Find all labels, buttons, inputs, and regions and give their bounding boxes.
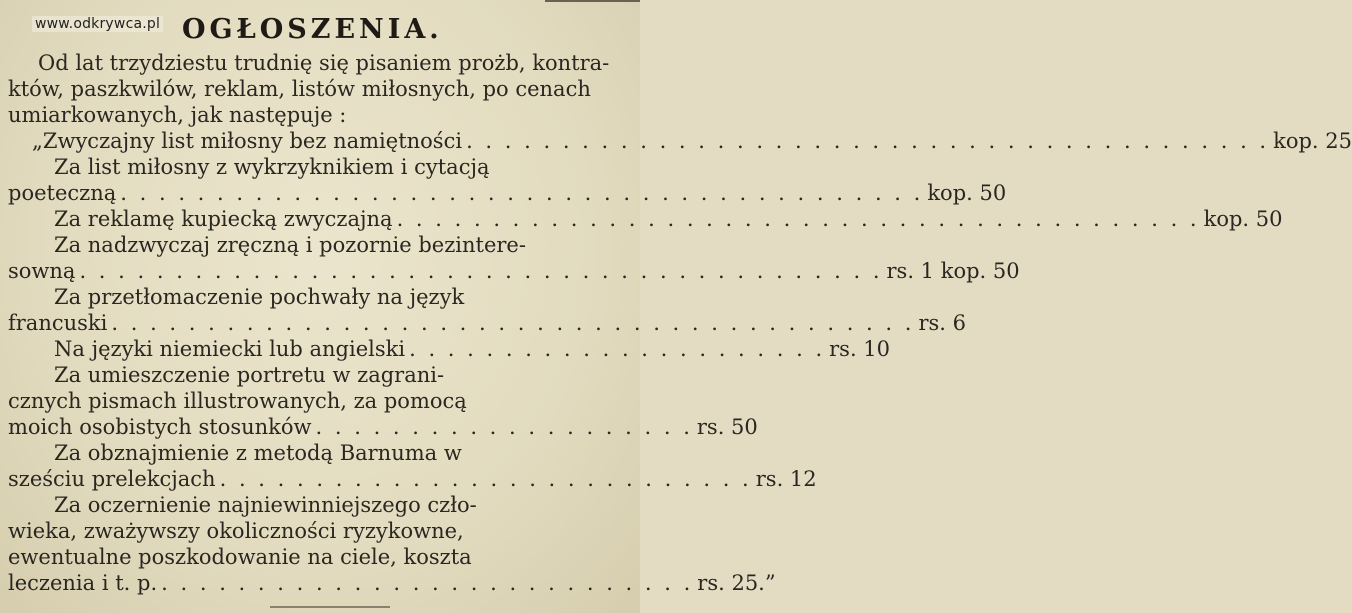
item-4-label: sowną (8, 259, 76, 283)
price-item-5: francuski . . . . . . . . . . . . . . . . . . . . . . . . . . . . . . . . . . . . . . . . . . rs. 6 (8, 311, 966, 335)
price-item-2: poeteczną . . . . . . . . . . . . . . . . . . . . . . . . . . . . . . . . . . . . . . . . . . kop. 50 (8, 181, 1007, 205)
item-9-label: leczenia i t. p. (8, 571, 158, 595)
item-1-label: „Zwyczajny list miłosny bez namiętności (32, 129, 463, 153)
item-9-price: rs. 25.” (697, 571, 776, 595)
item-1-price: kop. 25 (1273, 129, 1352, 153)
page-title: OGŁOSZENIA. (182, 14, 443, 45)
item-4-line-1: Za nadzwyczaj zręczną i pozornie bezintere- (54, 233, 526, 257)
item-8-label: sześciu prelekcjach (8, 467, 216, 491)
price-item-9: leczenia i t. p. . . . . . . . . . . . . . . . . . . . . . . . . . . . . rs. 25.” (8, 571, 776, 595)
item-9-line-3: ewentualne poszkodowanie na ciele, koszta (8, 545, 472, 569)
intro-line-3: umiarkowanych, jak następuje : (8, 103, 347, 127)
item-8-price: rs. 12 (755, 467, 817, 491)
price-item-6: Na języki niemiecki lub angielski . . . . . . . . . . . . . . . . . . . . . . rs. 10 (54, 337, 891, 361)
item-5-price: rs. 6 (918, 311, 966, 335)
item-7-label: moich osobistych stosunków (8, 415, 312, 439)
intro-line-1: Od lat trzydziestu trudnię się pisaniem prożb, kontra- (38, 51, 610, 75)
bottom-rule (270, 606, 390, 609)
price-item-1: „Zwyczajny list miłosny bez namiętności . . . . . . . . . . . . . . . . . . . . . . . . . . . . . . . . . . . . . . . . . . kop. 25 (32, 129, 1352, 153)
item-6-label: Na języki niemiecki lub angielski (54, 337, 406, 361)
item-2-line-1: Za list miłosny z wykrzyknikiem i cytacją (54, 155, 490, 179)
item-4-price: rs. 1 kop. 50 (886, 259, 1020, 283)
item-5-label: francuski (8, 311, 108, 335)
price-item-4: sowną . . . . . . . . . . . . . . . . . . . . . . . . . . . . . . . . . . . . . . . . . . rs. 1 kop. 50 (8, 259, 1020, 283)
item-3-label: Za reklamę kupiecką zwyczajną (54, 207, 393, 231)
item-9-line-1: Za oczernienie najniewinniejszego czło- (54, 493, 477, 517)
item-6-price: rs. 10 (829, 337, 891, 361)
item-2-price: kop. 50 (927, 181, 1007, 205)
item-7-line-1: Za umieszczenie portretu w zagrani- (54, 363, 445, 387)
item-5-line-1: Za przetłomaczenie pochwały na język (54, 285, 465, 309)
price-item-8: sześciu prelekcjach . . . . . . . . . . . . . . . . . . . . . . . . . . . . rs. 12 (8, 467, 817, 491)
price-item-3: Za reklamę kupiecką zwyczajną . . . . . . . . . . . . . . . . . . . . . . . . . . . . . . . . . . . . . . . . . . kop. 50 (54, 207, 1283, 231)
item-8-line-1: Za obznajmienie z metodą Barnuma w (54, 441, 462, 465)
top-rule (545, 0, 640, 5)
item-7-line-2: cznych pismach illustrowanych, za pomocą (8, 389, 467, 413)
item-9-line-2: wieka, zważywszy okoliczności ryzykowne, (8, 519, 464, 543)
intro-line-2: któw, paszkwilów, reklam, listów miłosnych, po cenach (8, 77, 591, 101)
watermark: www.odkrywca.pl (32, 16, 163, 32)
price-item-7: moich osobistych stosunków . . . . . . . . . . . . . . . . . . . . rs. 50 (8, 415, 758, 439)
item-3-price: kop. 50 (1203, 207, 1283, 231)
item-7-price: rs. 50 (696, 415, 758, 439)
item-2-label: poeteczną (8, 181, 117, 205)
